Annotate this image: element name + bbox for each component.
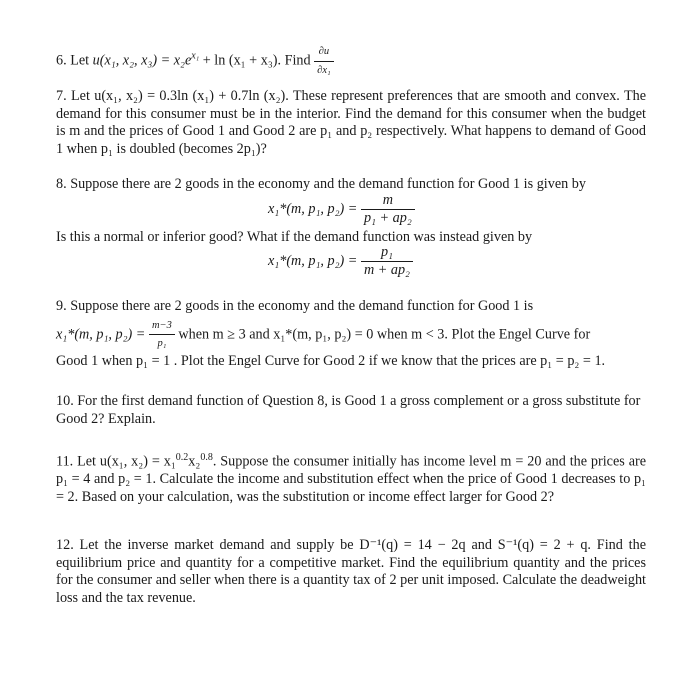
q8-equation-1 (268, 192, 415, 227)
q11-pre: 11. Let u(x₁, x₂) = x₁ (56, 453, 176, 470)
q10-text: 10. For the first demand function of Question 8, is Good 1 a gross complement or a gross substitute for Good 2? Explain. (56, 393, 641, 427)
question-12 (56, 537, 646, 607)
question-9 (56, 298, 646, 370)
q9-lhs: x₁*(m, p₁, p₂) = (56, 325, 149, 342)
q8-equation-2 (268, 244, 413, 279)
question-7 (56, 88, 646, 158)
question-11 (56, 449, 646, 506)
q6-function: u(x₁, x₂, x₃) = x₂e (92, 52, 192, 69)
q8-intro: 8. Suppose there are 2 goods in the economy and the demand function for Good 1 is given by (56, 176, 586, 192)
q9-line1: 9. Suppose there are 2 goods in the economy and the demand function for Good 1 is (56, 298, 534, 314)
q9-mid: when m ≥ 3 and x₁*(m, p₁, p₂) = 0 when m < 3. Plot the Engel Curve for (174, 325, 591, 342)
q11-exp1: 0.2 (175, 452, 189, 463)
q8-eq2-num: p₁ (380, 244, 393, 260)
q8-eq1-den: p₁ + ap₂ (363, 210, 412, 226)
q11-post: . Suppose the consumer initially has income level m = 20 and the prices are p₁ = 4 and p₂ = 1. Calculate the income and substitution effect when the price of Good 1 decreases to p₁ = 2. Based on your calculation, was the substitution or income effect larger for Good 2? (56, 453, 647, 505)
q6-rest: + ln (x₁ + x₃). Find (199, 52, 315, 69)
q8-eq2-den: m + ap₂ (363, 262, 410, 278)
q11-exp2: 0.8 (200, 452, 213, 463)
question-8-intro (56, 176, 646, 194)
q7-text: 7. Let u(x₁, x₂) = 0.3ln (x₁) + 0.7ln (x₂). These represent preferences that are smooth and convex. The demand for this consumer must be in the interior. Find the demand for this consumer when the budget is m and the prices of Good 1 and Good 2 are p₁ and p₂ respectively. What happens to demand of Good 1 when p₁ is doubled (becomes 2p₁)? (56, 88, 646, 157)
q9-frac-num: m−3 (151, 319, 172, 331)
q12-text: 12. Let the inverse market demand and supply be D⁻¹(q) = 14 − 2q and S⁻¹(q) = 2 + q. Find the equilibrium price and quantity for a competitive market. Find the equilibrium quantity and the prices for the consumer and seller when there is a quantity tax of 2 per unit imposed. Calculate the deadweight loss and the tax revenue. (56, 537, 646, 606)
question-6 (56, 43, 646, 79)
q6-frac-num: ∂u (318, 46, 330, 57)
question-10 (56, 393, 646, 428)
q9-rest: Good 1 when p₁ = 1 . Plot the Engel Curve for Good 2 if we know that the prices are p₁ = p₂ = 1. (56, 352, 606, 369)
q8-eq1-lhs: x₁*(m, p₁, p₂) = (268, 200, 361, 217)
q11-mid: x₂ (188, 453, 201, 470)
q8-middle: Is this a normal or inferior good? What if the demand function was instead given by (56, 229, 533, 245)
q8-eq2-lhs: x₁*(m, p₁, p₂) = (268, 252, 361, 269)
q6-exponent: x₁ (191, 50, 200, 62)
q6-prefix: 6. Let (56, 52, 93, 69)
q6-frac-den: ∂x₁ (317, 64, 331, 76)
q9-frac-den: p₁ (157, 338, 167, 349)
q8-eq1-num: m (382, 192, 393, 208)
